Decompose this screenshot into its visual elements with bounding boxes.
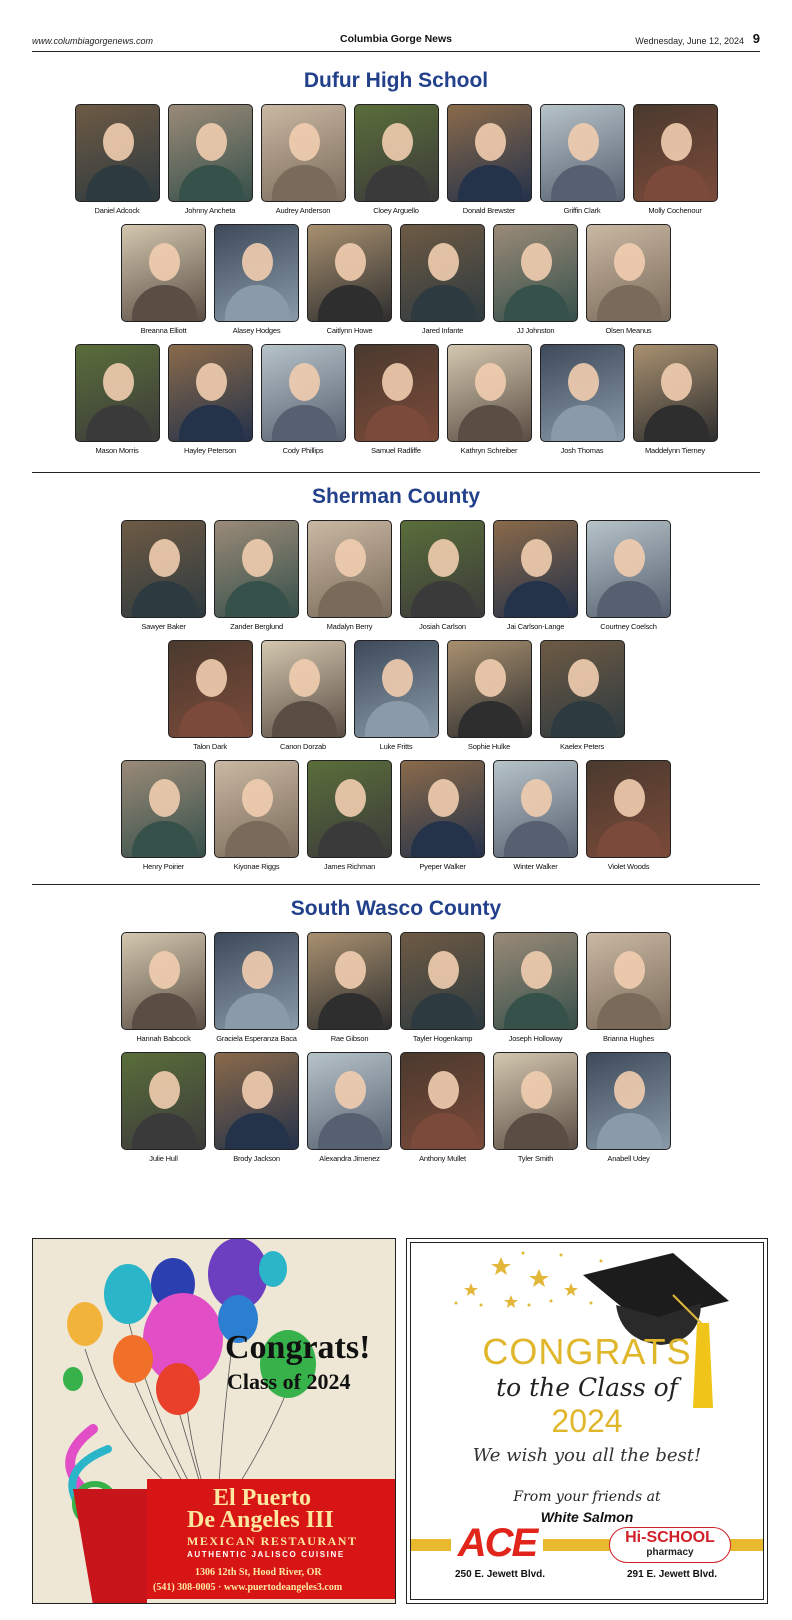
graduate-card <box>493 520 578 631</box>
section-title: Sherman County <box>311 485 481 508</box>
graduate-name: Caitlynn Howe <box>326 326 373 335</box>
portrait-shoulders <box>597 285 662 322</box>
graduate-photo <box>168 344 253 442</box>
portrait-head <box>196 659 227 697</box>
graduate-name: Zander Berglund <box>230 622 283 631</box>
portrait-head <box>242 779 273 817</box>
graduate-name: JJ Johnston <box>516 326 555 335</box>
portrait-shoulders <box>179 165 244 202</box>
issue-date: Wednesday, June 12, 2024 <box>635 36 744 46</box>
graduate-photo <box>400 1052 485 1150</box>
photo-row <box>32 932 760 1043</box>
portrait-shoulders <box>458 701 523 738</box>
portrait-shoulders <box>504 1113 569 1150</box>
graduate-photo <box>586 932 671 1030</box>
graduate-card <box>354 104 439 215</box>
portrait-head <box>289 659 320 697</box>
portrait-head <box>475 659 506 697</box>
graduate-card <box>307 760 392 871</box>
photo-row <box>32 224 760 335</box>
graduate-photo <box>307 1052 392 1150</box>
graduate-card <box>214 520 299 631</box>
graduate-name: Graciela Esperanza Baca <box>216 1034 297 1043</box>
graduate-card <box>493 932 578 1043</box>
restaurant-address: 1306 12th St, Hood River, OR <box>195 1567 322 1578</box>
section-title: Dufur High School <box>303 69 489 92</box>
graduate-card <box>400 520 485 631</box>
portrait-shoulders <box>132 1113 197 1150</box>
portrait-head <box>335 539 366 577</box>
graduate-photo <box>540 104 625 202</box>
graduate-photo <box>261 344 346 442</box>
portrait-shoulders <box>272 165 337 202</box>
graduate-photo <box>493 520 578 618</box>
graduate-photo <box>493 224 578 322</box>
graduate-photo <box>354 344 439 442</box>
graduate-name: Hayley Peterson <box>183 446 237 455</box>
graduate-name: Kathryn Schreiber <box>460 446 518 455</box>
graduate-photo <box>214 1052 299 1150</box>
graduate-name: Cloey Arguello <box>373 206 419 215</box>
graduate-name: Brianna Hughes <box>603 1034 654 1043</box>
ad-congrats-heading: CONGRATS <box>482 1331 692 1372</box>
portrait-head <box>614 951 645 989</box>
ad-hi-school-pharmacy <box>406 1238 768 1604</box>
portrait-head <box>521 243 552 281</box>
portrait-head <box>568 659 599 697</box>
graduate-card <box>168 104 253 215</box>
graduate-photo <box>586 520 671 618</box>
graduate-card <box>121 1052 206 1163</box>
portrait-shoulders <box>597 993 662 1030</box>
hi-school-logo-sub: pharmacy <box>646 1547 694 1558</box>
graduate-name: Hannah Babcock <box>136 1034 191 1043</box>
section-divider <box>32 884 760 885</box>
graduate-name: Donald Brewster <box>462 206 516 215</box>
graduate-card <box>75 344 160 455</box>
page-header <box>32 30 760 52</box>
graduate-photo <box>633 344 718 442</box>
graduate-name: Henry Poirier <box>142 862 185 871</box>
portrait-head <box>149 1071 180 1109</box>
graduate-photo <box>400 224 485 322</box>
graduate-card <box>214 1052 299 1163</box>
graduate-photo <box>214 520 299 618</box>
portrait-shoulders <box>551 405 616 442</box>
graduate-card <box>307 520 392 631</box>
graduate-photo <box>400 520 485 618</box>
portrait-head <box>149 951 180 989</box>
graduate-photo <box>121 224 206 322</box>
portrait-head <box>149 539 180 577</box>
graduate-name: Olsen Meanus <box>605 326 652 335</box>
graduate-card <box>540 640 625 751</box>
graduate-card <box>214 224 299 335</box>
portrait-shoulders <box>179 405 244 442</box>
graduate-photo <box>540 344 625 442</box>
portrait-head <box>614 243 645 281</box>
graduate-card <box>307 1052 392 1163</box>
graduate-name: Rae Gibson <box>330 1034 369 1043</box>
graduate-name: Audrey Anderson <box>275 206 331 215</box>
hi-school-pharmacy-logo <box>609 1527 731 1563</box>
graduate-photo <box>307 520 392 618</box>
graduate-name: Julie Hull <box>149 1154 178 1163</box>
portrait-head <box>568 123 599 161</box>
ad-congrats-text: Congrats! <box>225 1329 371 1366</box>
graduate-card <box>121 760 206 871</box>
paper-title: Columbia Gorge News <box>339 33 453 45</box>
graduate-name: Maddelynn Tierney <box>645 446 705 455</box>
ad-inner-border <box>410 1242 764 1600</box>
graduate-name: Talon Dark <box>193 742 227 751</box>
portrait-shoulders <box>551 165 616 202</box>
portrait-shoulders <box>225 993 290 1030</box>
portrait-head <box>614 779 645 817</box>
portrait-shoulders <box>504 821 569 858</box>
restaurant-name-line2: De Angeles III <box>187 1507 334 1533</box>
graduate-photo <box>400 760 485 858</box>
portrait-head <box>149 243 180 281</box>
ad-class-text: Class of 2024 <box>227 1369 351 1394</box>
portrait-shoulders <box>411 285 476 322</box>
portrait-shoulders <box>411 581 476 618</box>
graduate-photo <box>121 932 206 1030</box>
graduate-photo <box>168 640 253 738</box>
graduate-photo <box>400 932 485 1030</box>
portrait-head <box>149 779 180 817</box>
graduate-card <box>586 520 671 631</box>
page-number: 9 <box>752 31 760 46</box>
portrait-shoulders <box>597 1113 662 1150</box>
graduate-name: Cody Phillips <box>282 446 324 455</box>
portrait-head <box>382 659 413 697</box>
graduate-photo <box>447 640 532 738</box>
portrait-head <box>521 539 552 577</box>
graduate-card <box>586 932 671 1043</box>
graduate-name: Samuel Radliffe <box>371 446 421 455</box>
graduate-photo <box>493 1052 578 1150</box>
graduate-photo <box>307 932 392 1030</box>
portrait-shoulders <box>458 165 523 202</box>
graduate-photo <box>493 932 578 1030</box>
graduate-name: Griffin Clark <box>563 206 601 215</box>
portrait-head <box>103 123 134 161</box>
graduate-photo <box>633 104 718 202</box>
graduate-card <box>307 932 392 1043</box>
graduate-photo <box>586 1052 671 1150</box>
portrait-head <box>521 951 552 989</box>
section-dufur <box>32 66 760 455</box>
graduate-name: Tyler Smith <box>517 1154 554 1163</box>
portrait-head <box>428 243 459 281</box>
ad-year: 2024 <box>551 1403 623 1439</box>
portrait-head <box>196 123 227 161</box>
graduate-name: Brody Jackson <box>233 1154 280 1163</box>
portrait-shoulders <box>132 821 197 858</box>
portrait-head <box>289 363 320 401</box>
portrait-head <box>614 539 645 577</box>
portrait-head <box>428 951 459 989</box>
graduate-card <box>75 104 160 215</box>
ad-from-text: From your friends at <box>513 1489 661 1505</box>
photo-row <box>32 520 760 631</box>
graduate-name: Anthony Mullet <box>419 1154 466 1163</box>
graduate-photo <box>354 104 439 202</box>
graduate-photo <box>447 104 532 202</box>
portrait-head <box>661 363 692 401</box>
portrait-shoulders <box>318 821 383 858</box>
section-sherman <box>32 482 760 871</box>
graduate-photo <box>121 520 206 618</box>
graduate-card <box>354 344 439 455</box>
graduate-card <box>586 224 671 335</box>
ace-address: 250 E. Jewett Blvd. <box>455 1569 546 1580</box>
photo-row <box>32 640 760 751</box>
portrait-shoulders <box>272 405 337 442</box>
pharmacy-address: 291 E. Jewett Blvd. <box>627 1569 718 1580</box>
portrait-head <box>335 243 366 281</box>
restaurant-name-line1: El Puerto <box>213 1485 311 1511</box>
section-title: South Wasco County <box>290 897 502 920</box>
graduate-name: Tayler Hogenkamp <box>412 1034 473 1043</box>
portrait-shoulders <box>179 701 244 738</box>
graduate-photo <box>261 104 346 202</box>
graduate-name: Violet Woods <box>607 862 650 871</box>
graduate-card <box>493 224 578 335</box>
graduate-photo <box>261 640 346 738</box>
graduate-card <box>586 760 671 871</box>
portrait-shoulders <box>225 581 290 618</box>
portrait-shoulders <box>272 701 337 738</box>
photo-row <box>32 104 760 215</box>
portrait-head <box>103 363 134 401</box>
site-url: www.columbiagorgenews.com <box>32 36 154 46</box>
portrait-shoulders <box>225 821 290 858</box>
portrait-shoulders <box>458 405 523 442</box>
graduate-name: Josh Thomas <box>560 446 604 455</box>
graduate-name: Breanna Elliott <box>140 326 187 335</box>
graduate-card <box>493 1052 578 1163</box>
graduate-card <box>261 104 346 215</box>
portrait-shoulders <box>551 701 616 738</box>
portrait-head <box>521 1071 552 1109</box>
portrait-shoulders <box>644 165 709 202</box>
portrait-head <box>196 363 227 401</box>
graduate-card <box>493 760 578 871</box>
portrait-shoulders <box>504 993 569 1030</box>
hi-school-logo-name: Hi-SCHOOL <box>625 1529 715 1546</box>
portrait-head <box>242 539 273 577</box>
ad-wish-text: We wish you all the best! <box>472 1445 702 1466</box>
portrait-head <box>475 363 506 401</box>
portrait-shoulders <box>132 285 197 322</box>
portrait-head <box>475 123 506 161</box>
graduate-photo <box>214 760 299 858</box>
graduate-photo <box>121 1052 206 1150</box>
graduate-card <box>121 520 206 631</box>
graduate-name: Luke Fritts <box>379 742 413 751</box>
graduate-card <box>586 1052 671 1163</box>
graduate-card <box>447 344 532 455</box>
portrait-shoulders <box>411 821 476 858</box>
graduate-card <box>261 640 346 751</box>
graduate-card <box>447 640 532 751</box>
graduate-card <box>540 344 625 455</box>
graduate-name: Molly Cochenour <box>648 206 702 215</box>
restaurant-phone-web: (541) 308-0005 · www.puertodeangeles3.com <box>153 1582 343 1593</box>
graduate-card <box>307 224 392 335</box>
graduate-photo <box>168 104 253 202</box>
graduate-card <box>121 932 206 1043</box>
graduate-photo <box>493 760 578 858</box>
graduate-name: Jai Carlson-Lange <box>506 622 565 631</box>
portrait-head <box>242 1071 273 1109</box>
portrait-shoulders <box>365 701 430 738</box>
portrait-head <box>521 779 552 817</box>
portrait-shoulders <box>318 581 383 618</box>
portrait-head <box>335 1071 366 1109</box>
graduate-card <box>540 104 625 215</box>
graduate-name: James Richman <box>323 862 376 871</box>
graduate-card <box>168 344 253 455</box>
portrait-shoulders <box>132 581 197 618</box>
portrait-head <box>428 539 459 577</box>
portrait-shoulders <box>411 993 476 1030</box>
portrait-shoulders <box>644 405 709 442</box>
portrait-head <box>614 1071 645 1109</box>
portrait-shoulders <box>225 1113 290 1150</box>
graduate-photo <box>307 760 392 858</box>
graduate-name: Joseph Holloway <box>508 1034 563 1043</box>
graduate-name: Alexandra Jimenez <box>319 1154 380 1163</box>
graduate-photo <box>214 932 299 1030</box>
portrait-shoulders <box>132 993 197 1030</box>
portrait-shoulders <box>504 581 569 618</box>
graduate-name: Jared Infante <box>421 326 464 335</box>
portrait-head <box>428 779 459 817</box>
graduate-name: Sophie Hulke <box>467 742 511 751</box>
graduate-name: Anabell Udey <box>607 1154 650 1163</box>
photo-row <box>32 760 760 871</box>
portrait-head <box>242 243 273 281</box>
graduate-card <box>261 344 346 455</box>
graduate-card <box>214 760 299 871</box>
graduate-photo <box>75 104 160 202</box>
portrait-head <box>661 123 692 161</box>
photo-row <box>32 344 760 455</box>
graduate-name: Kiyonae Riggs <box>233 862 280 871</box>
graduate-photo <box>121 760 206 858</box>
graduate-name: Courtney Coelsch <box>600 622 657 631</box>
graduate-name: Daniel Adcock <box>94 206 140 215</box>
portrait-head <box>335 951 366 989</box>
portrait-shoulders <box>318 1113 383 1150</box>
portrait-shoulders <box>86 405 151 442</box>
graduate-name: Winter Walker <box>513 862 558 871</box>
portrait-shoulders <box>365 405 430 442</box>
graduate-photo <box>586 760 671 858</box>
portrait-shoulders <box>411 1113 476 1150</box>
graduate-name: Pyeper Walker <box>419 862 466 871</box>
graduate-card <box>168 640 253 751</box>
graduate-name: Sawyer Baker <box>141 622 186 631</box>
portrait-shoulders <box>86 165 151 202</box>
graduate-photo <box>307 224 392 322</box>
graduate-card <box>633 344 718 455</box>
photo-row <box>32 1052 760 1163</box>
graduate-name: Madalyn Berry <box>326 622 373 631</box>
portrait-head <box>568 363 599 401</box>
graduate-card <box>400 932 485 1043</box>
graduate-name: Kaelex Peters <box>559 742 605 751</box>
graduate-card <box>354 640 439 751</box>
graduate-photo <box>447 344 532 442</box>
graduate-card <box>400 1052 485 1163</box>
portrait-head <box>428 1071 459 1109</box>
portrait-shoulders <box>318 993 383 1030</box>
restaurant-tagline: AUTHENTIC JALISCO CUISINE <box>187 1550 345 1559</box>
graduate-photo <box>214 224 299 322</box>
portrait-shoulders <box>597 821 662 858</box>
portrait-head <box>382 363 413 401</box>
section-south-wasco <box>32 894 760 1163</box>
portrait-shoulders <box>365 165 430 202</box>
restaurant-type: MEXICAN RESTAURANT <box>187 1534 358 1548</box>
portrait-head <box>289 123 320 161</box>
graduate-name: Mason Morris <box>95 446 139 455</box>
graduate-name: Josiah Carlson <box>419 622 466 631</box>
ad-town: White Salmon <box>540 1509 634 1525</box>
portrait-head <box>335 779 366 817</box>
graduate-card <box>400 760 485 871</box>
graduate-name: Canon Dorzab <box>280 742 326 751</box>
graduate-card <box>214 932 299 1043</box>
graduate-card <box>400 224 485 335</box>
ace-logo: ACE <box>451 1525 543 1561</box>
graduate-card <box>633 104 718 215</box>
portrait-shoulders <box>597 581 662 618</box>
graduate-photo <box>586 224 671 322</box>
graduate-photo <box>354 640 439 738</box>
portrait-shoulders <box>318 285 383 322</box>
ad-el-puerto <box>32 1238 396 1604</box>
portrait-head <box>242 951 273 989</box>
graduate-card <box>121 224 206 335</box>
portrait-shoulders <box>504 285 569 322</box>
ad-to-the-class: to the Class of <box>496 1373 678 1402</box>
graduate-photo <box>540 640 625 738</box>
section-divider <box>32 472 760 473</box>
graduate-name: Johnny Ancheta <box>184 206 236 215</box>
graduate-photo <box>75 344 160 442</box>
portrait-shoulders <box>225 285 290 322</box>
graduate-card <box>447 104 532 215</box>
graduate-name: Alasey Hodges <box>232 326 281 335</box>
portrait-head <box>382 123 413 161</box>
